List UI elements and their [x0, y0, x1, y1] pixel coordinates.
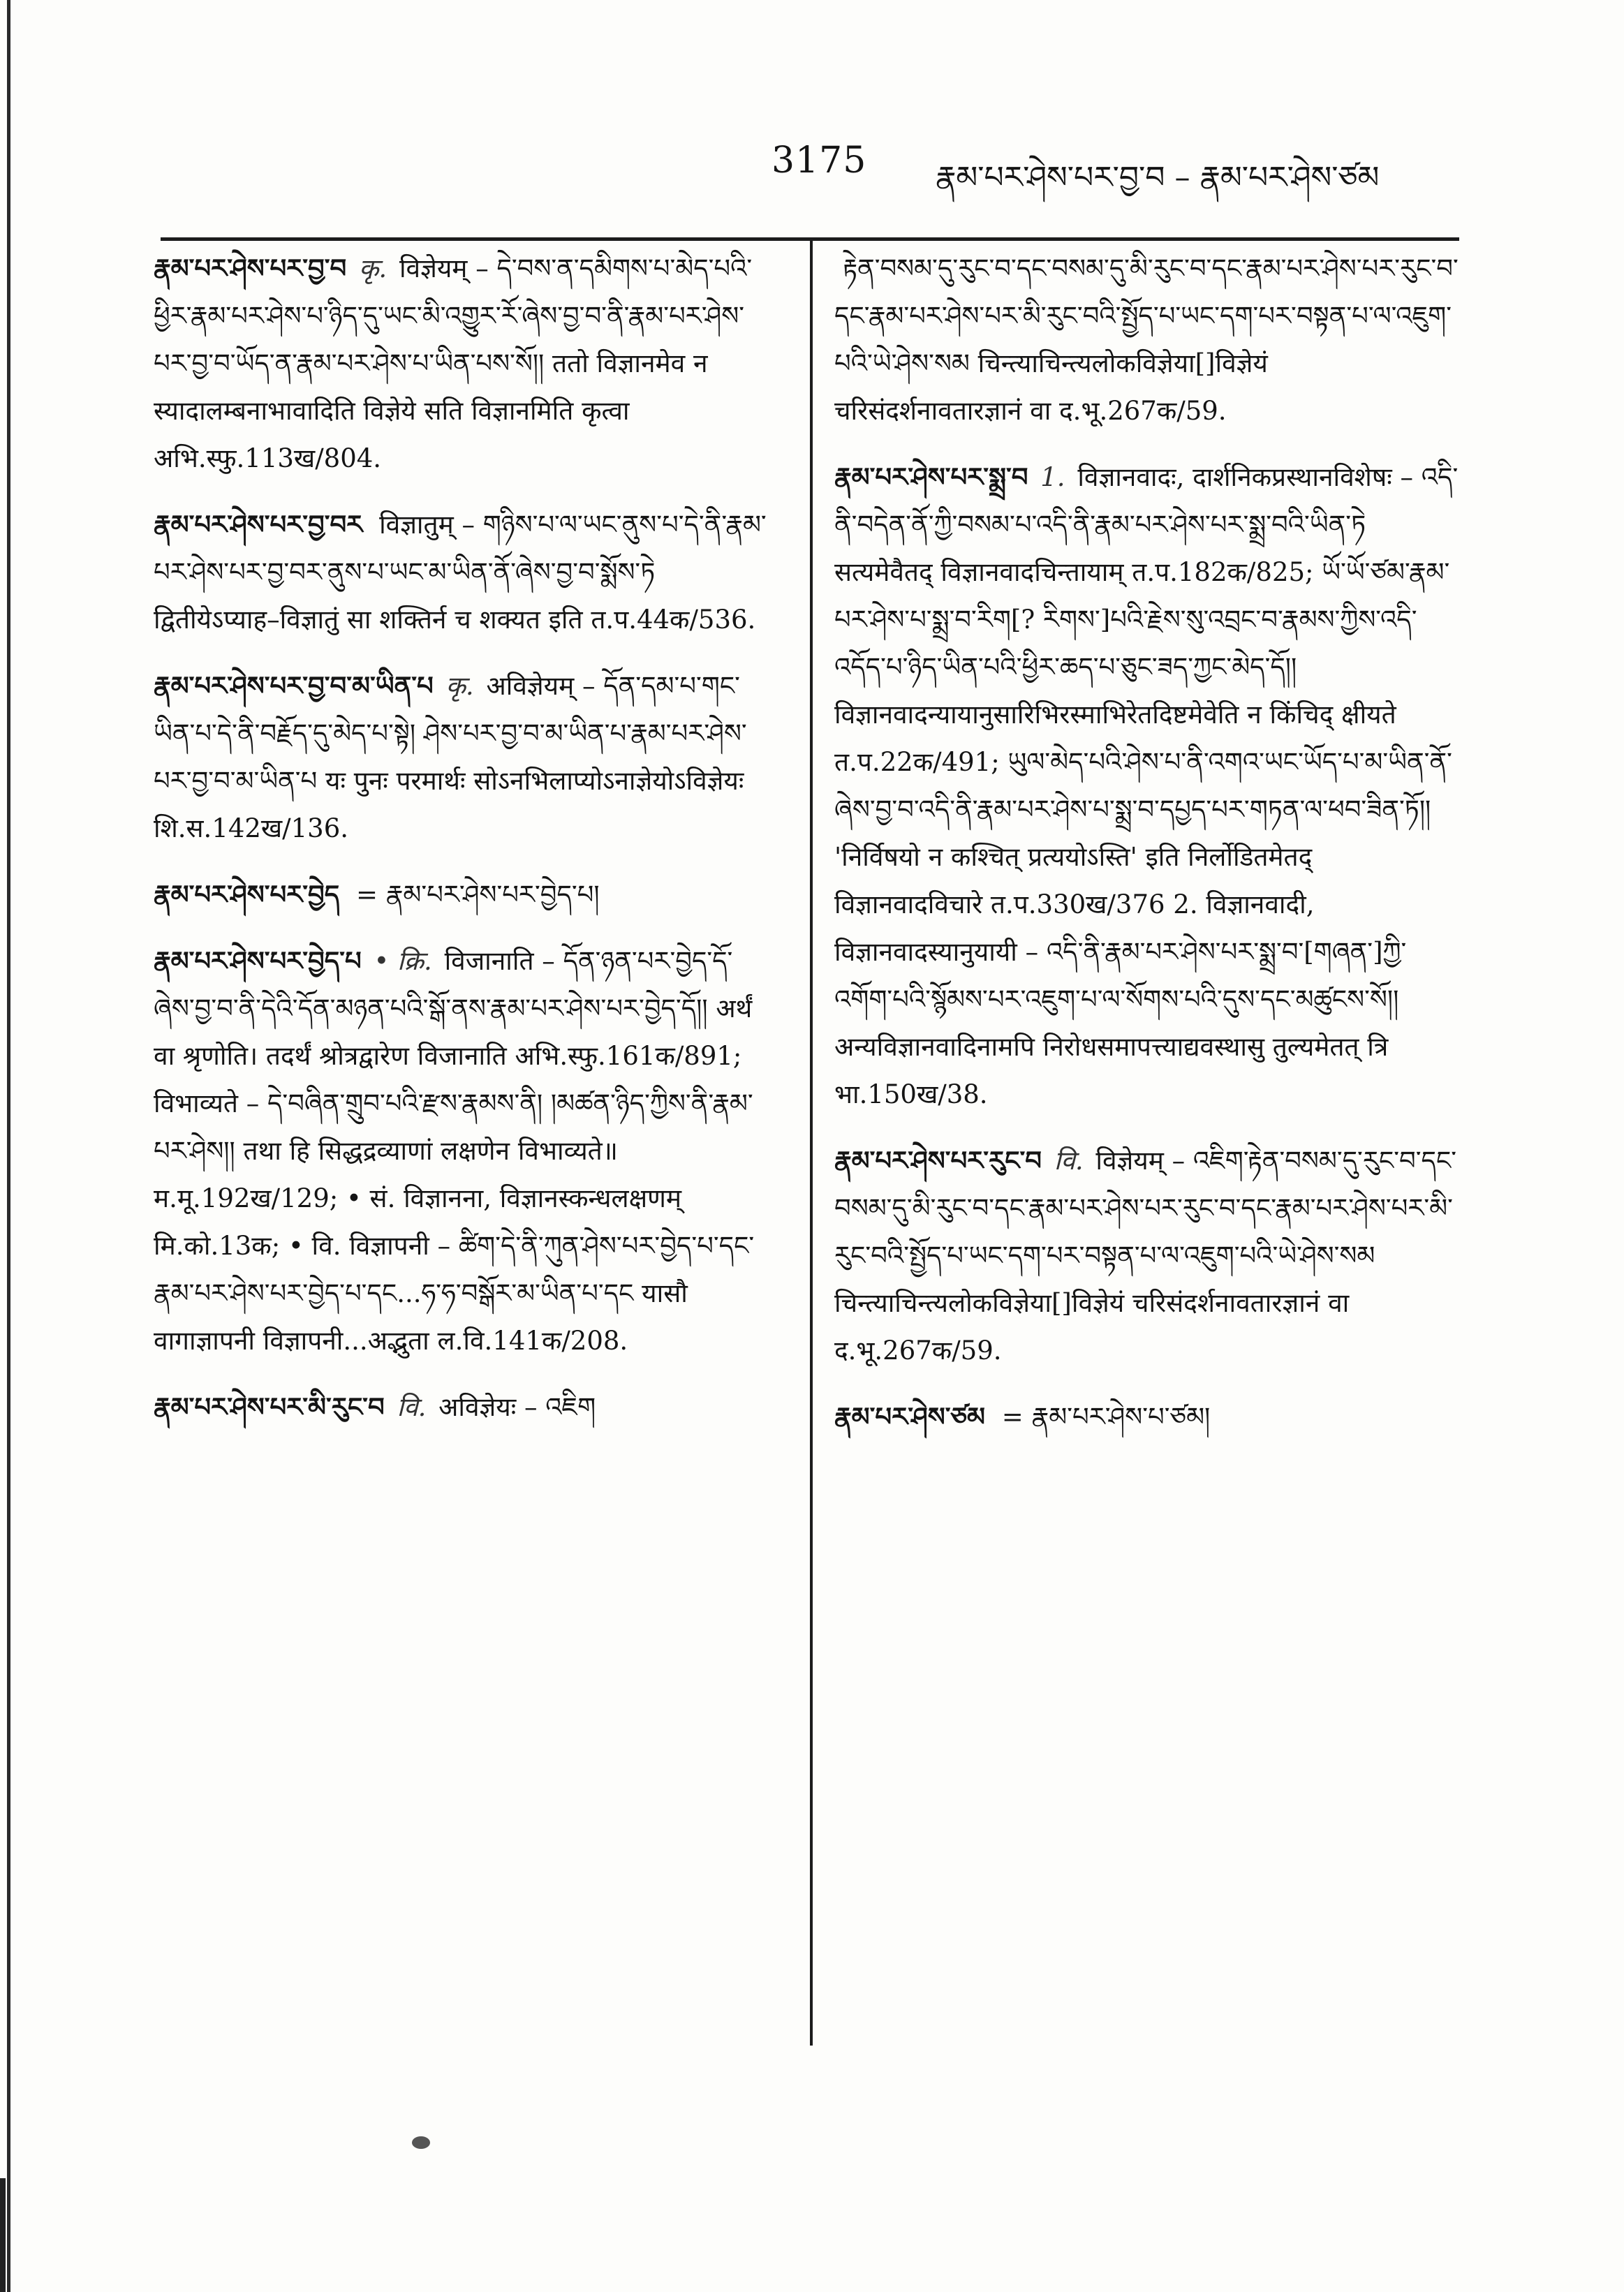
- dictionary-entry-continued: [834, 244, 1463, 435]
- dictionary-entry: [154, 937, 768, 1365]
- entry-text: = རྣམ་པར་ཤེས་པར་བྱེད་པ།: [355, 880, 600, 910]
- entry-text: विज्ञेयम् – འཇིག་རྟེན་བསམ་དུ་རུང་བ་དང་བསམ་དུ་མི་རུང་བ་དང་རྣམ་པར་ཤེས་པར་རུང་བ་དང་རྣམ་པར་ཤེས་པར་མི་རུང་བའི་སྤྱོད་པ་ཡང་དག་པར་བསྟན་པ་ལ་འཇུག་པའི་ཡེ་ཤེས་སམ चिन्त्याचिन्त्यलोकविज्ञेया[]विज्ञेयं चरिसंदर्शनावतारज्ञानं वा द.भू.267क/59.: [834, 1146, 1457, 1366]
- running-head: རྣམ་པར་ཤེས་པར་བྱ་བ – རྣམ་པར་ཤེས་ཙམ: [936, 160, 1380, 195]
- right-column: [834, 244, 1463, 1459]
- entry-text: = རྣམ་པར་ཤེས་པ་ཙམ།: [1001, 1402, 1211, 1432]
- entry-text: अविज्ञेयम् – དོན་དམ་པ་གང་ཡིན་པ་དེ་ནི་བརྗོད་དུ་མེད་པ་སྟེ། ཤེས་པར་བྱ་བ་མ་ཡིན་པ་རྣམ་པར་ཤེས་པར་བྱ་བ་མ་ཡིན་པ यः पुनः परमार्थः सोऽनभिलाप्योऽनाज्ञेयोऽविज्ञेयः शि.स.142ख/136.: [154, 671, 747, 843]
- dictionary-entry: [154, 871, 768, 919]
- entry-lemma: རྣམ་པར་ཤེས་པར་བྱ་བར: [154, 509, 363, 540]
- entry-text: अविज्ञेयः – འཇིག: [438, 1392, 596, 1422]
- entry-lemma: རྣམ་པར་ཤེས་པར་བྱེད: [154, 879, 340, 910]
- entry-grammar-tag: • क्रि.: [374, 946, 432, 976]
- entry-text: विज्ञानवादः, दार्शनिकप्रस्थानविशेषः – འདི་ནི་བདེན་ནོ་ཀྱི་བསམ་པ་འདི་ནི་རྣམ་པར་ཤེས་པར་སྨྲ་བའི་ཡིན་ཏེ सत्यमेवैतद् विज्ञानवादचिन्तायाम् त.प.182क/825; ཡོ་ཡོ་ཙམ་རྣམ་པར་ཤེས་པ་སྨྲ་བ་རིག[? རིགས་]པའི་རྗེས་སུ་འབྲང་བ་རྣམས་ཀྱིས་འདི་འདོད་པ་ཉིད་ཡིན་པའི་ཕྱིར་ཆད་པ་ཅུང་ཟད་ཀྱང་མེད་དོ།། विज्ञानवादन्यायानुसारिभिरस्माभिरेतदिष्टमेवेति न किंचिद् क्षीयते त.प.22क/491; ཡུལ་མེད་པའི་ཤེས་པ་ནི་འགའ་ཡང་ཡོད་པ་མ་ཡིན་ནོ་ཞེས་བྱ་བ་འདི་ནི་རྣམ་པར་ཤེས་པ་སྨྲ་བ་དཔྱད་པར་གཏན་ལ་ཕབ་ཟིན་ཏོ།། 'निर्विषयो न कश्चित् प्रत्ययोऽस्ति' इति निर्लोडितमेतद् विज्ञानवादविचारे त.प.330ख/376 2. विज्ञानवादी, विज्ञानवादस्यानुयायी – འདི་ནི་རྣམ་པར་ཤེས་པར་སྨྲ་བ་[གཞན་]ཀྱི་འགོག་པའི་སྙོམས་པར་འཇུག་པ་ལ་སོགས་པའི་དུས་དང་མཚུངས་སོ།། अन्यविज्ञानवादिनामपि निरोधसमापत्त्याद्यवस्थासु तुल्यमेतत् त्रि भा.150ख/38.: [834, 462, 1459, 1109]
- column-divider: [810, 241, 813, 2046]
- entry-grammar-tag: कृ.: [359, 253, 387, 283]
- entry-grammar-tag: कृ.: [445, 671, 474, 701]
- binding-edge-foot: [0, 2178, 42, 2292]
- entry-lemma: རྣམ་པར་ཤེས་ཙམ: [834, 1401, 986, 1432]
- dictionary-entry: [834, 1393, 1463, 1441]
- left-column: [154, 244, 768, 1449]
- entry-lemma: རྣམ་པར་ཤེས་པར་སྨྲ་བ: [834, 461, 1028, 492]
- binding-edge: [7, 0, 10, 2292]
- dictionary-entry: [154, 1383, 768, 1431]
- dictionary-entry: [834, 1137, 1463, 1375]
- entry-grammar-tag: 1.: [1040, 462, 1065, 492]
- entry-lemma: རྣམ་པར་ཤེས་པར་བྱ་བ་མ་ཡིན་པ: [154, 670, 434, 701]
- entry-grammar-tag: वि.: [397, 1392, 427, 1422]
- dictionary-entry: [154, 662, 768, 852]
- entry-lemma: རྣམ་པར་ཤེས་པར་བྱ་བ: [154, 253, 347, 283]
- dictionary-entry: [154, 244, 768, 482]
- entry-lemma: རྣམ་པར་ཤེས་པར་རུང་བ: [834, 1145, 1042, 1176]
- entry-lemma: རྣམ་པར་ཤེས་པར་མི་རུང་བ: [154, 1391, 385, 1422]
- page-number: 3175: [772, 140, 867, 182]
- entry-text: विज्ञातुम् – གཉིས་པ་ལ་ཡང་ནུས་པ་དེ་ནི་རྣམ་པར་ཤེས་པར་བྱ་བར་ནུས་པ་ཡང་མ་ཡིན་ནོ་ཞེས་བྱ་བ་སྨོས་ཏེ द्वितीयेऽप्याह–विज्ञातुं सा शक्तिर्न च शक्यत इति त.प.44क/536.: [154, 510, 767, 635]
- entry-text: विज्ञेयम् – དེ་བས་ན་དམིགས་པ་མེད་པའི་ཕྱིར་རྣམ་པར་ཤེས་པ་ཉིད་དུ་ཡང་མི་འགྱུར་རོ་ཞེས་བྱ་བ་ནི་རྣམ་པར་ཤེས་པར་བྱ་བ་ཡོད་ན་རྣམ་པར་ཤེས་པ་ཡིན་པས་སོ།། ततो विज्ञानमेव न स्यादालम्बनाभावादिति विज्ञेये सति विज्ञानमिति कृत्वा अभि.स्फु.113ख/804.: [154, 253, 753, 473]
- dictionary-entry: [154, 501, 768, 644]
- entry-grammar-tag: वि.: [1054, 1146, 1084, 1176]
- entry-text: རྟེན་བསམ་དུ་རུང་བ་དང་བསམ་དུ་མི་རུང་བ་དང་རྣམ་པར་ཤེས་པར་རུང་བ་དང་རྣམ་པར་ཤེས་པར་མི་རུང་བའི་སྤྱོད་པ་ཡང་དག་པར་བསྟན་པ་ལ་འཇུག་པའི་ཡེ་ཤེས་སམ चिन्त्याचिन्त्यलोकविज्ञेया[]विज्ञेयं चरिसंदर्शनावतारज्ञानं वा द.भू.267क/59.: [834, 253, 1459, 426]
- entry-lemma: རྣམ་པར་ཤེས་པར་བྱེད་པ: [154, 945, 362, 976]
- entry-text: विजानाति – དོན་ཉན་པར་བྱེད་དོ་ཞེས་བྱ་བ་ནི་དེའི་དོན་མཉན་པའི་སྒོ་ནས་རྣམ་པར་ཤེས་པར་བྱེད་དོ།། अर्थं वा श्रृणोति। तदर्थं श्रोत्रद्वारेण विजानाति अभि.स्फु.161क/891; विभाव्यते – དེ་བཞིན་གྲུབ་པའི་རྫས་རྣམས་ནི། །མཚན་ཉིད་ཀྱིས་ནི་རྣམ་པར་ཤེས།། तथा हि सिद्धद्रव्याणां लक्षणेन विभाव्यते॥ म.मू.192ख/129; • सं. विज्ञानना, विज्ञानस्कन्धलक्षणम् मि.को.13क; • वि. विज्ञापनी – ཚིག་དེ་ནི་ཀུན་ཤེས་པར་བྱེད་པ་དང་རྣམ་པར་ཤེས་པར་བྱེད་པ་དང...ཧ་ཧ་བསྒོར་མ་ཡིན་པ་དང यासौ वागाज्ञापनी विज्ञापनी...अद्भुता ल.वि.141क/208.: [154, 946, 755, 1356]
- dictionary-entry: [834, 453, 1463, 1118]
- ink-blot: [412, 2136, 430, 2149]
